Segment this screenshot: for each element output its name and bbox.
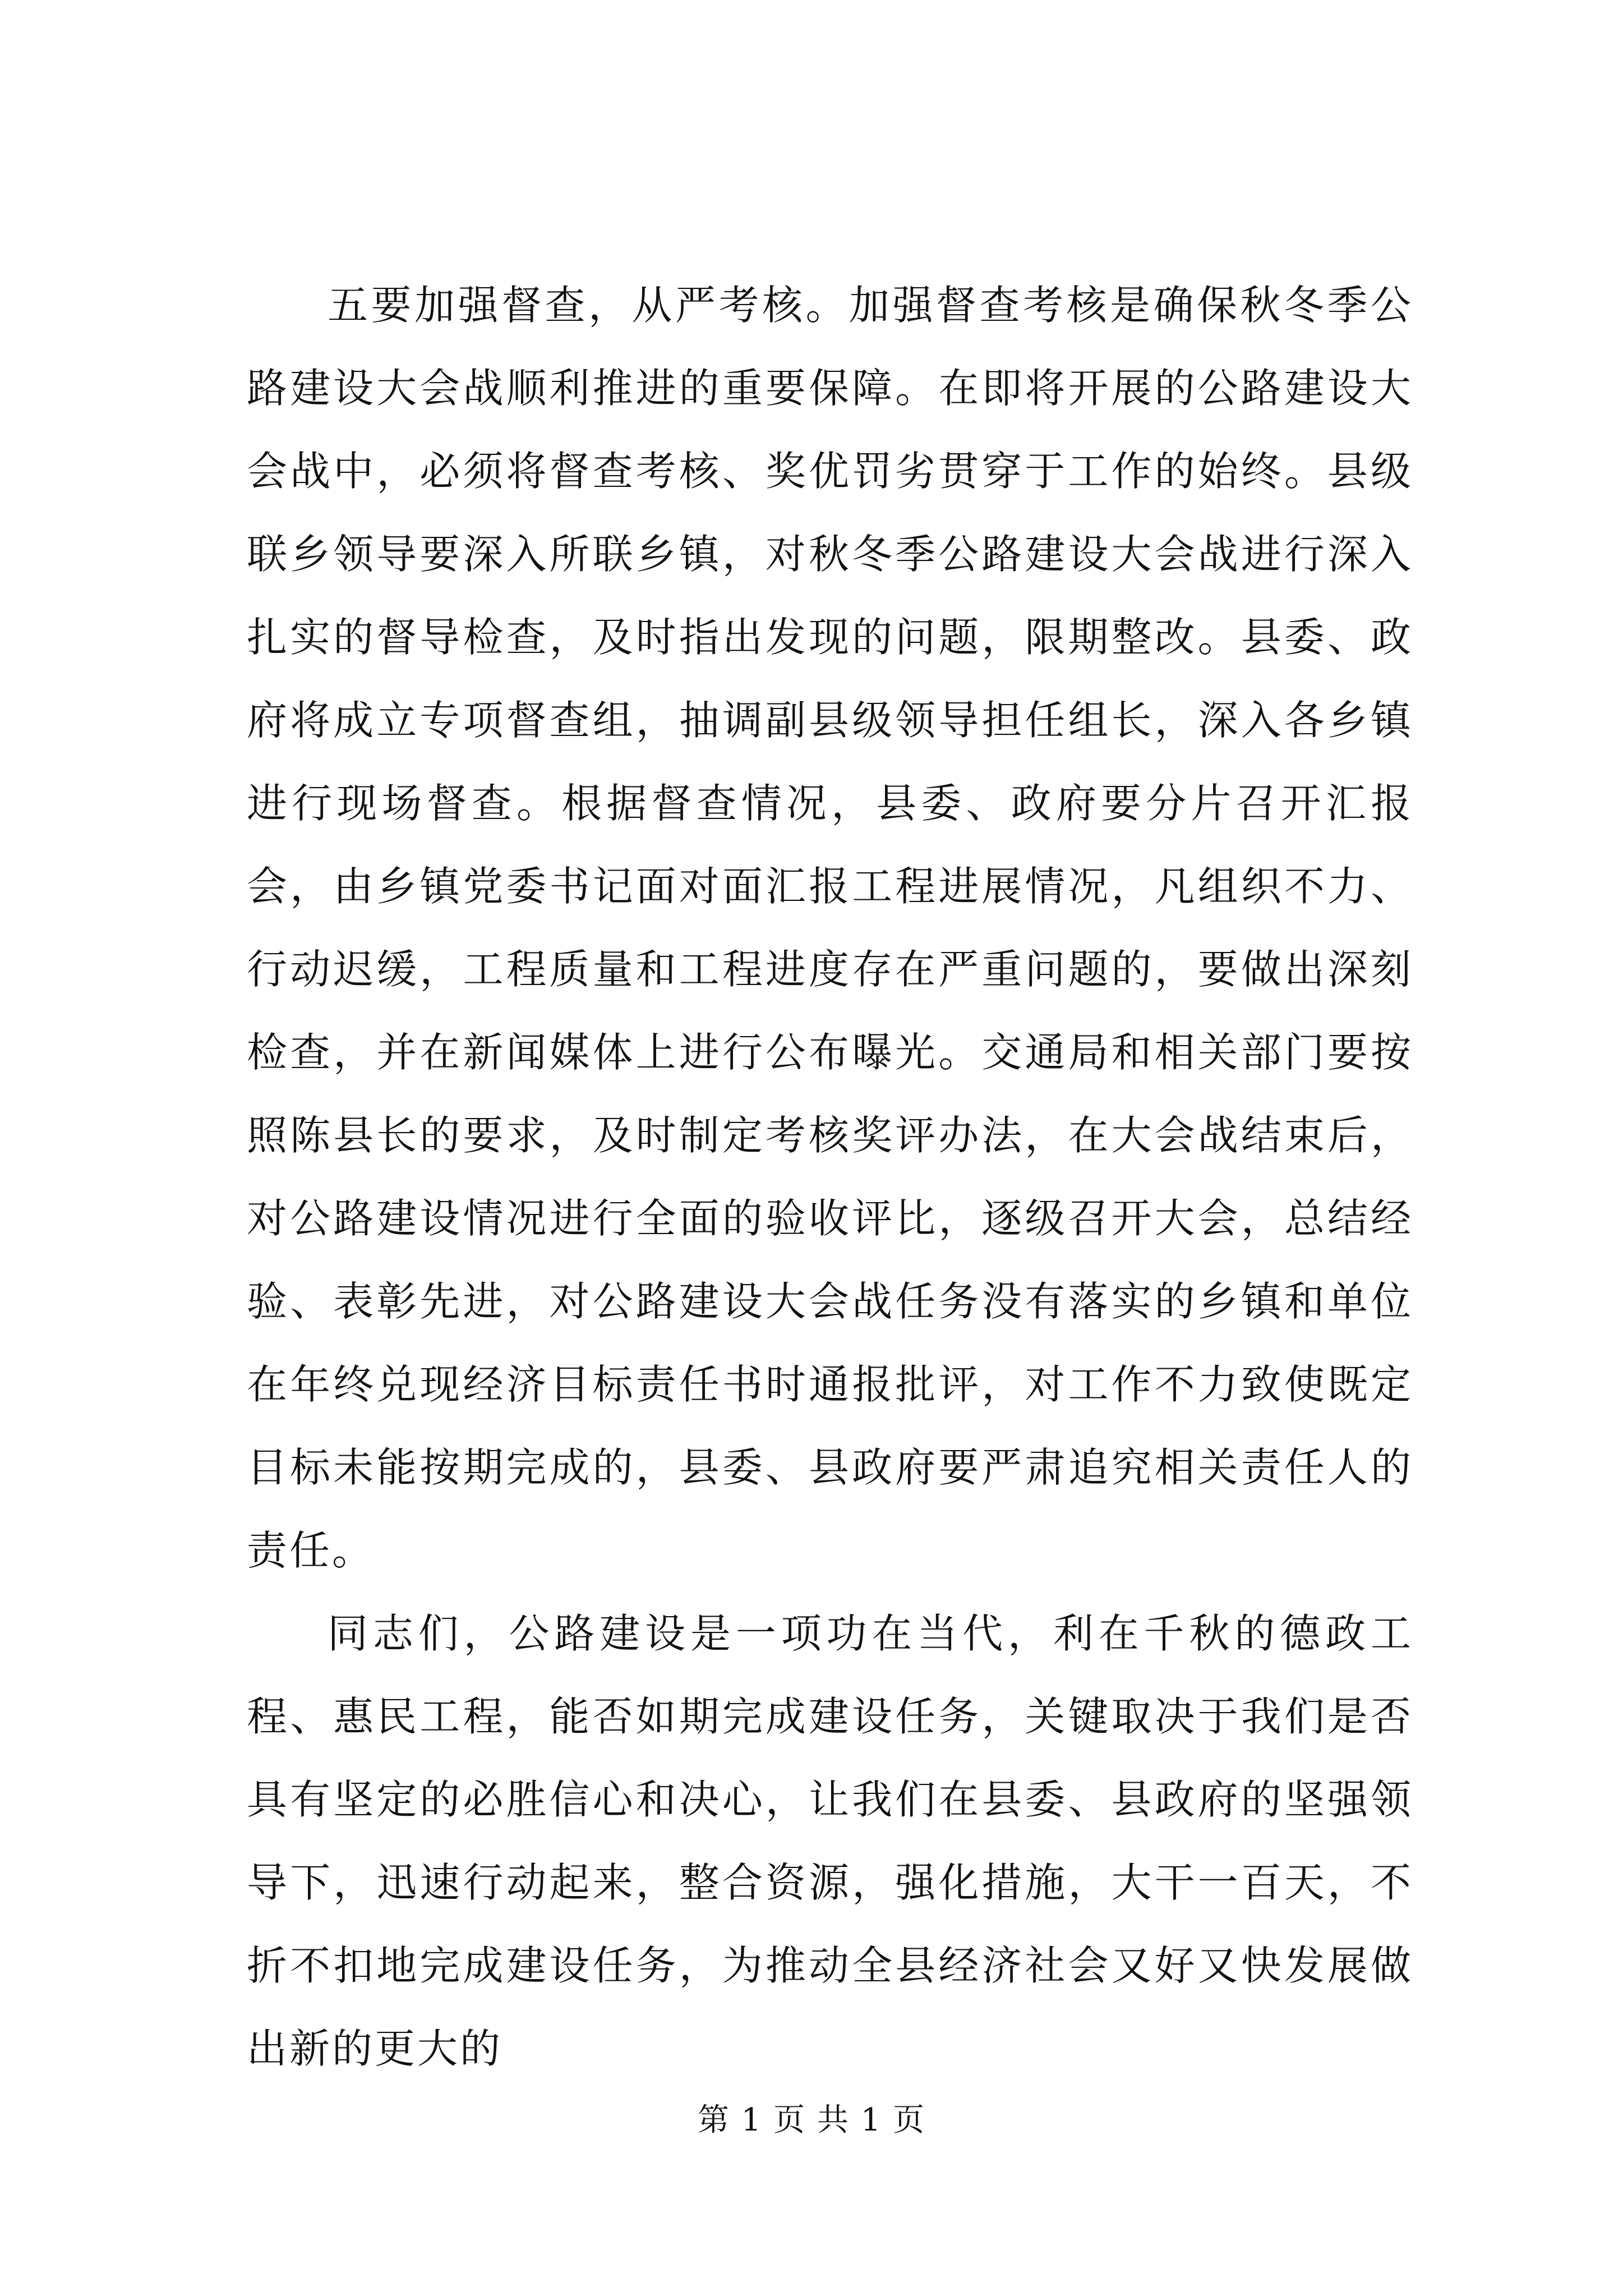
paragraph-supervision: 五要加强督查，从严考核。加强督查考核是确保秋冬季公路建设大会战顺利推进的重要保障。在即将开展的公路建设大会战中，必须将督查考核、奖优罚劣贯穿于工作的始终。县级联乡领导要深入所联乡镇，对秋冬季公路建设大会战进行深入扎实的督导检查，及时指出发现的问题，限期整改。县委、政府将成立专项督查组，抽调副县级领导担任组长，深入各乡镇进行现场督查。根据督查情况，县委、政府要分片召开汇报会，由乡镇党委书记面对面汇报工程进展情况，凡组织不力、行动迟缓，工程质量和工程进度存在严重问题的，要做出深刻检查，并在新闻媒体上进行公布曝光。交通局和相关部门要按照陈县长的要求，及时制定考核奖评办法，在大会战结束后，对公路建设情况进行全面的验收评比，逐级召开大会，总结经验、表彰先进，对公路建设大会战任务没有落实的乡镇和单位在年终兑现经济目标责任书时通报批评，对工作不力致使既定目标未能按期完成的，县委、县政府要严肃追究相关责任人的责任。 <box>247 282 1413 1574</box>
paragraph-closing: 同志们，公路建设是一项功在当代，利在千秋的德政工程、惠民工程，能否如期完成建设任务，关键取决于我们是否具有坚定的必胜信心和决心，让我们在县委、县政府的坚强领导下，迅速行动起来，整合资源，强化措施，大干一百天，不折不扣地完成建设任务，为推动全县经济社会又好又快发展做出新的更大的 <box>247 1610 1413 2072</box>
page-footer: 第 1 页 共 1 页 <box>697 2102 926 2138</box>
document-body <box>247 264 1413 2090</box>
